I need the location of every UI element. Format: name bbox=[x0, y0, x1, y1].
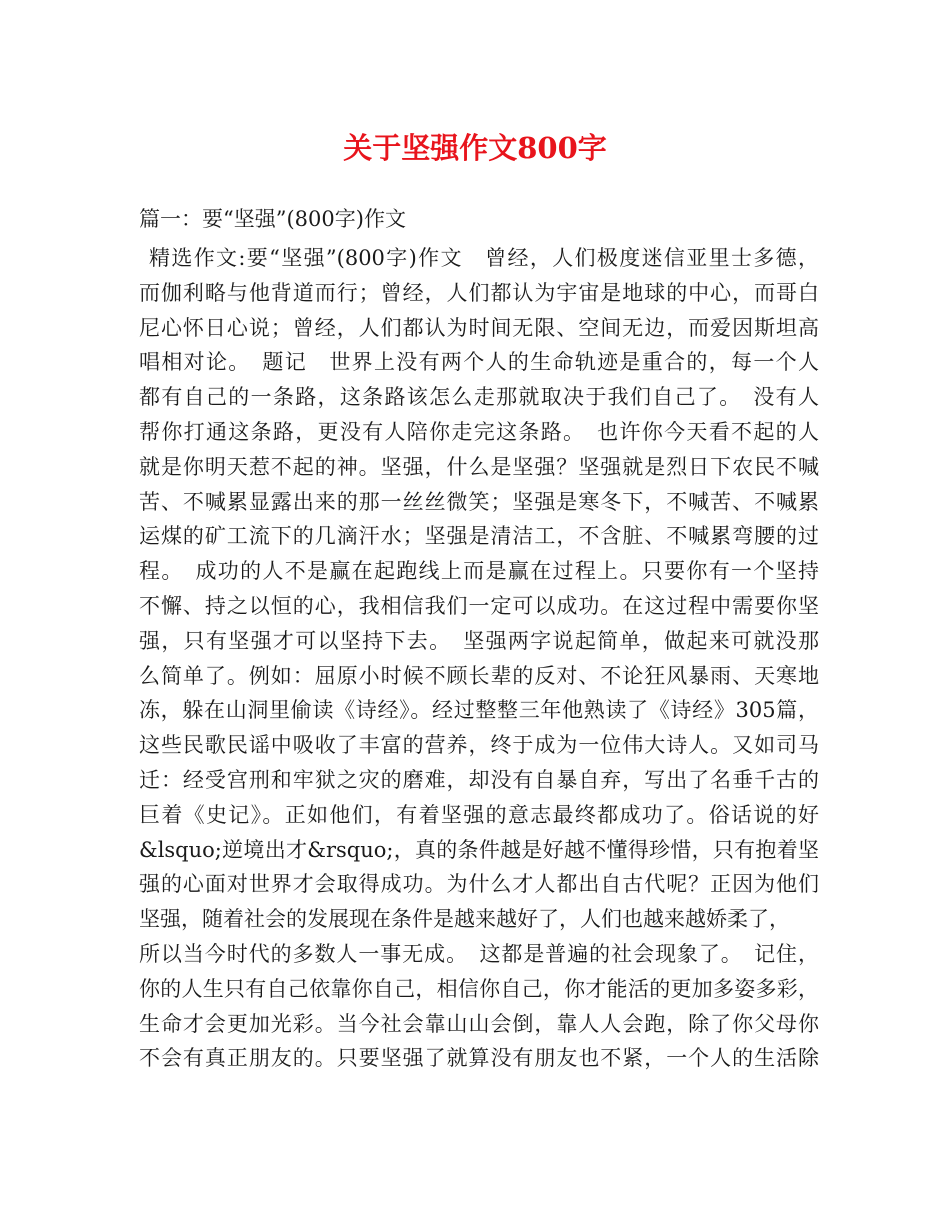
body-line: 么简单了。例如：屈原小时候不顾长辈的反对、不论狂风暴雨、天寒地 bbox=[139, 663, 819, 688]
body-line: 苦、不喊累显露出来的那一丝丝微笑；坚强是寒冬下，不喊苦、不喊累 bbox=[139, 489, 819, 514]
body-line: 尼心怀日心说；曾经，人们都认为时间无限、空间无边，而爱因斯坦高 bbox=[139, 315, 819, 340]
body-line: 你的人生只有自己依靠你自己，相信你自己，你才能活的更加多姿多彩， bbox=[139, 976, 819, 1001]
body-line: 所以当今时代的多数人一事无成。 这都是普遍的社会现象了。 记住， bbox=[139, 941, 819, 966]
body-line: 不会有真正朋友的。只要坚强了就算没有朋友也不紧，一个人的生活除 bbox=[139, 1046, 819, 1071]
body-line: 程。 成功的人不是赢在起跑线上而是赢在过程上。只要你有一个坚持 bbox=[139, 559, 819, 584]
body-line: 巨着《史记》。正如他们，有着坚强的意志最终都成功了。俗话说的好 bbox=[139, 802, 819, 827]
section-heading: 篇一：要“坚强”(800字)作文 bbox=[139, 207, 406, 231]
body-line: 运煤的矿工流下的几滴汗水；坚强是清洁工，不含脏、不喊累弯腰的过 bbox=[139, 524, 819, 549]
body-line: 冻，躲在山洞里偷读《诗经》。经过整整三年他熟读了《诗经》305篇， bbox=[139, 698, 819, 723]
body-line: 都有自己的一条路，这条路该怎么走那就取决于我们自己了。 没有人 bbox=[139, 385, 819, 410]
body-line: &lsquo;逆境出才&rsquo;，真的条件越是好越不懂得珍惜，只有抱着坚 bbox=[139, 837, 819, 862]
body-line: 强，只有坚强才可以坚持下去。 坚强两字说起简单，做起来可就没那 bbox=[139, 628, 819, 653]
body-line: 就是你明天惹不起的神。坚强，什么是坚强？坚强就是烈日下农民不喊 bbox=[139, 454, 819, 479]
body-line: 精选作文:要“坚强”(800字)作文 曾经，人们极度迷信亚里士多德， bbox=[149, 246, 819, 270]
body-text bbox=[139, 241, 819, 1076]
body-line: 这些民歌民谣中吸收了丰富的营养，终于成为一位伟大诗人。又如司马 bbox=[139, 733, 819, 758]
body-line: 帮你打通这条路，更没有人陪你走完这条路。 也许你今天看不起的人 bbox=[139, 419, 819, 444]
body-line: 迁：经受宫刑和牢狱之灾的磨难，却没有自暴自弃，写出了名垂千古的 bbox=[139, 767, 819, 792]
body-line: 唱相对论。 题记 世界上没有两个人的生命轨迹是重合的，每一个人 bbox=[139, 350, 819, 375]
body-line: 坚强，随着社会的发展现在条件是越来越好了，人们也越来越娇柔了， bbox=[139, 907, 790, 932]
body-line: 强的心面对世界才会取得成功。为什么才人都出自古代呢？正因为他们 bbox=[139, 872, 819, 897]
body-line: 生命才会更加光彩。当今社会靠山山会倒，靠人人会跑，除了你父母你 bbox=[139, 1011, 819, 1036]
body-line: 而伽利略与他背道而行；曾经，人们都认为宇宙是地球的中心，而哥白 bbox=[139, 280, 819, 305]
document-title: 关于坚强作文800字 bbox=[343, 131, 607, 165]
body-line: 不懈、持之以恒的心，我相信我们一定可以成功。在这过程中需要你坚 bbox=[139, 593, 819, 618]
